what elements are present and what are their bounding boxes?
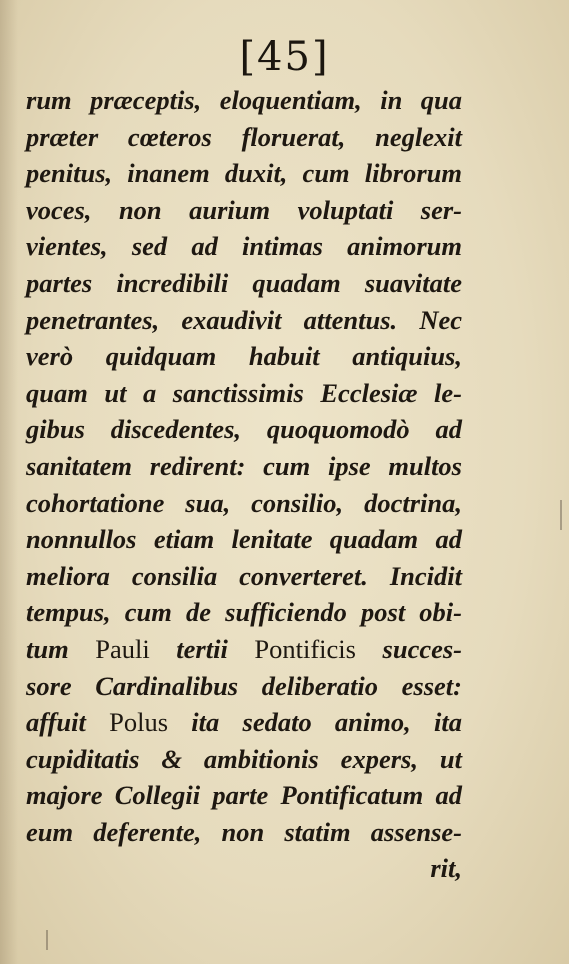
edge-mark xyxy=(560,500,562,530)
text-segment: succes- xyxy=(355,633,462,664)
text-line: nonnullos etiam lenitate quadam ad xyxy=(26,524,462,555)
text-segment-roman: Polus xyxy=(109,707,169,738)
text-line: cupiditatis & ambitionis expers, ut xyxy=(26,743,462,774)
text-line: penitus, inanem duxit, cum librorum xyxy=(26,158,462,189)
text-line: tempus, cum de sufficiendo post obi- xyxy=(26,597,462,628)
text-line-mixed xyxy=(26,631,462,668)
text-line: penetrantes, exaudivit attentus. Nec xyxy=(26,304,462,335)
text-line: majore Collegii parte Pontificatum ad xyxy=(26,780,462,811)
text-line: quam ut a sanctissimis Ecclesiæ le- xyxy=(26,377,462,408)
text-line: vientes, sed ad intimas animorum xyxy=(26,231,462,262)
text-line: partes incredibili quadam suavitate xyxy=(26,267,462,298)
text-line: voces, non aurium voluptati ser- xyxy=(26,194,462,225)
text-segment-roman: Pauli xyxy=(95,633,150,664)
text-segment: ita sedato animo, ita xyxy=(168,707,462,738)
text-line: gibus discedentes, quoquomodò ad xyxy=(26,414,462,445)
text-line: sore Cardinalibus deliberatio esset: xyxy=(26,670,462,701)
text-line: cohortatione sua, consilio, doctrina, xyxy=(26,487,462,518)
edge-mark xyxy=(46,930,48,950)
text-line: meliora consilia converteret. Incidit xyxy=(26,560,462,591)
text-line: eum deferente, non statim assense- xyxy=(26,816,462,847)
text-line: verò quidquam habuit antiquius, xyxy=(26,341,462,372)
page-number: [45] xyxy=(239,34,330,80)
text-line-mixed xyxy=(26,704,462,741)
text-segment: tum xyxy=(26,633,96,664)
text-segment: affuit xyxy=(26,707,110,738)
text-line: præter cœteros floruerat, neglexit xyxy=(26,121,462,152)
text-line: rum præceptis, eloquentiam, in qua xyxy=(26,85,462,115)
text-line: sanitatem redirent: cum ipse multos xyxy=(26,450,462,481)
catchword: rit, xyxy=(430,853,462,884)
body-text xyxy=(26,82,462,887)
text-segment: tertii xyxy=(149,633,255,664)
text-segment-roman: Pontificis xyxy=(254,633,356,664)
